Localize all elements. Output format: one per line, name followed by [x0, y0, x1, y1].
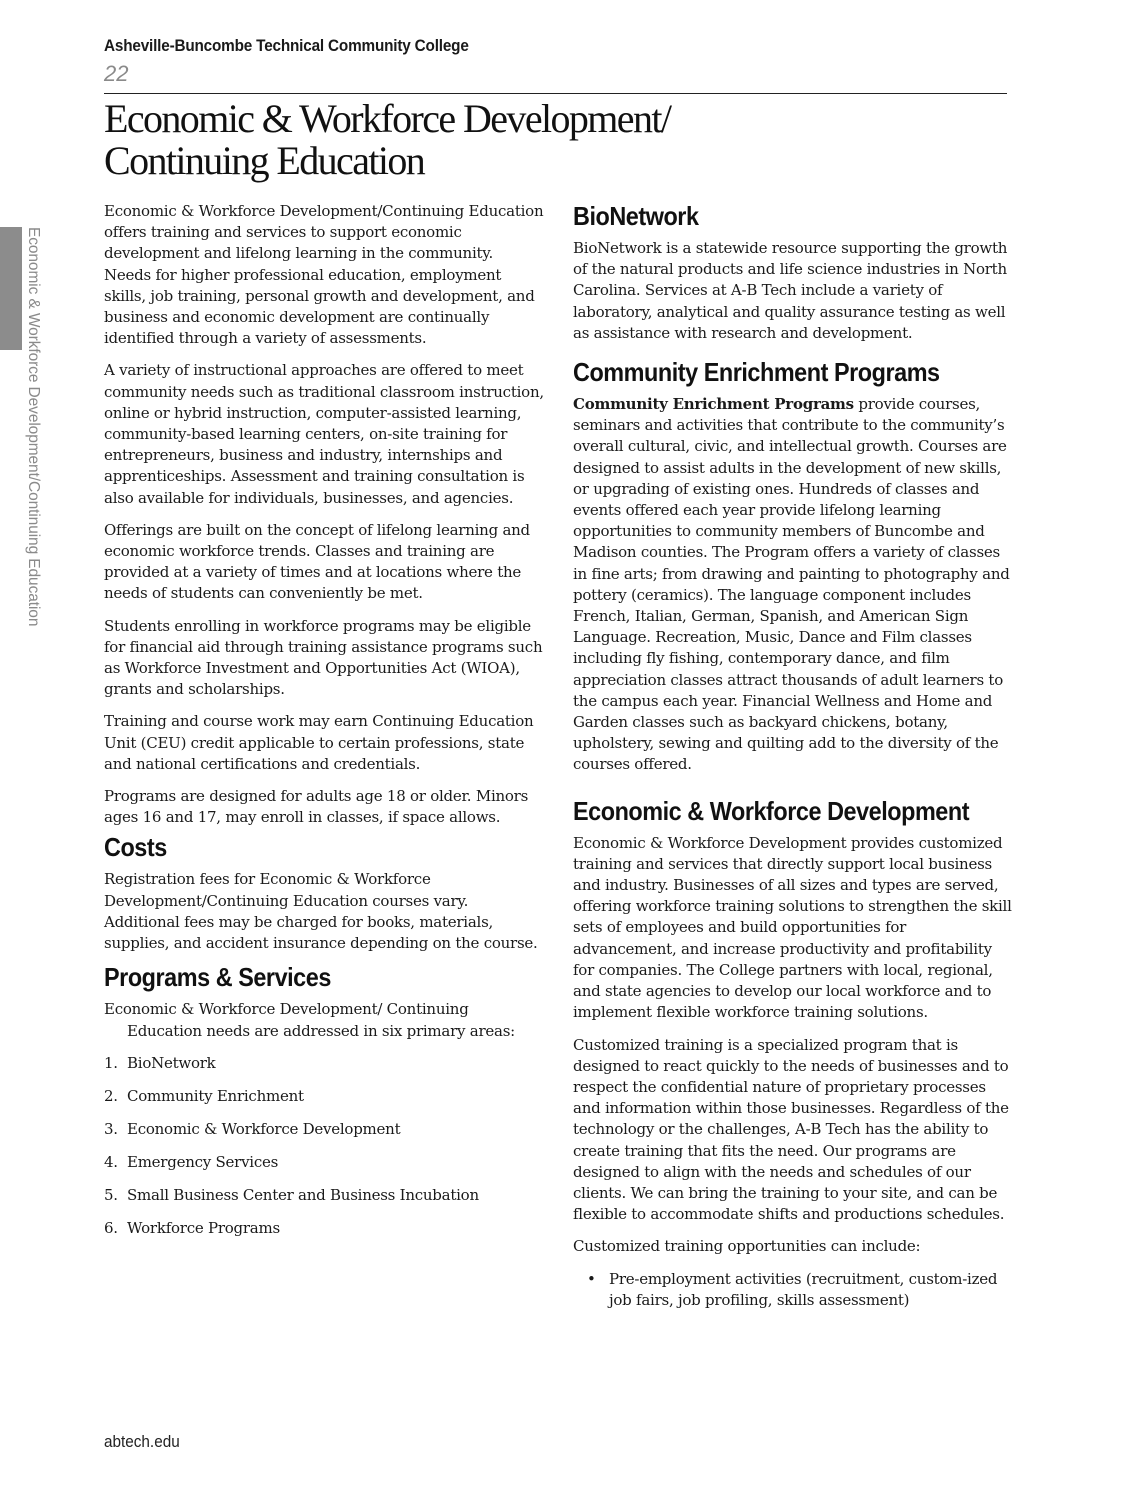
list-item-label: Small Business Center and Business Incubation	[127, 1185, 479, 1204]
page-title	[104, 98, 670, 182]
community-enrichment-text	[573, 394, 1013, 776]
list-item-label: Community Enrichment	[127, 1086, 304, 1105]
community-enrichment-lead: Community Enrichment Programs	[573, 395, 854, 414]
list-item-number: 4.	[104, 1152, 118, 1171]
list-item-number: 6.	[104, 1218, 118, 1237]
costs-heading: Costs	[104, 832, 167, 863]
list-item	[104, 1218, 544, 1239]
bullet-icon: •	[587, 1269, 596, 1288]
list-item-label: Economic & Workforce Development	[127, 1119, 401, 1138]
list-item	[104, 1152, 544, 1173]
training-opportunities-list	[573, 1269, 1013, 1311]
right-column	[573, 201, 1013, 1311]
intro-paragraph: Training and course work may earn Continuing Education Unit (CEU) credit applicable to certain professions, state and national certifications and credentials.	[104, 712, 534, 773]
programs-intro: Economic & Workforce Development/ Continuing Education needs are addressed in six primary areas:	[104, 1000, 515, 1040]
community-enrichment-body: provide courses, seminars and activities that contribute to the community’s overall cultural, civic, and intellectual growth. Courses are designed to assist adults in the development of new skills, or upgrading of existing ones. Hundreds of classes and events offered each year provide lifelong learning opportunities to community members of Buncombe and Madison counties. The Program offers a variety of classes in fine arts; from drawing and painting to photography and pottery (ceramics). The language component includes French, Italian, German, Spanish, and American Sign Language. Recreation, Music, Dance and Film classes including fly fishing, contemporary dance, and film appreciation classes attract thousands of adult learners to the campus each year. Financial Wellness and Home and Garden classes such as backyard chickens, botany, upholstery, sewing and quilting add to the diversity of the courses offered.	[573, 395, 1010, 774]
intro-paragraph: Offerings are built on the concept of lifelong learning and economic workforce trends. Classes and training are provided at a variety of times and at locations where the needs of students can conveniently be met.	[104, 520, 530, 603]
intro-paragraph: Programs are designed for adults age 18 or older. Minors ages 16 and 17, may enroll in classes, if space allows.	[104, 787, 529, 827]
page-title-line-2: Continuing Education	[104, 138, 425, 183]
customized-training-intro: Customized training opportunities can include:	[573, 1237, 921, 1256]
list-item-number: 2.	[104, 1086, 118, 1105]
workforce-development-heading: Economic & Workforce Development	[573, 795, 970, 826]
section-tab	[0, 227, 22, 350]
page-number: 22	[104, 61, 129, 86]
section-tab-label: Economic & Workforce Development/Continuing Education	[25, 227, 42, 627]
list-item-label: Workforce Programs	[127, 1218, 280, 1237]
list-item-number: 5.	[104, 1185, 118, 1204]
bionetwork-heading: BioNetwork	[573, 201, 699, 231]
community-enrichment-heading: Community Enrichment Programs	[573, 357, 940, 388]
college-name: Asheville-Buncombe Technical Community College	[104, 36, 469, 55]
bionetwork-text: BioNetwork is a statewide resource supporting the growth of the natural products and life science industries in North Carolina. Services at A-B Tech include a variety of laboratory, analytical and quality assurance testing as well as assistance with research and development.	[573, 239, 1008, 342]
list-item-label: BioNetwork	[127, 1053, 216, 1072]
list-item-label: Pre-employment activities (recruitment, custom-ized job fairs, job profiling, skills assessment)	[609, 1269, 998, 1309]
list-item-number: 1.	[104, 1053, 118, 1072]
customized-training-text: Customized training is a specialized program that is designed to react quickly to the needs of businesses and to respect the confidential nature of proprietary processes and information within those businesses. Regardless of the technology or the challenges, A-B Tech has the ability to create training that fits the need. Our programs are designed to align with the needs and schedules of our clients. We can bring the training to your site, and can be flexible to accommodate shifts and productions schedules.	[573, 1035, 1009, 1224]
list-item-label: Emergency Services	[127, 1152, 279, 1171]
program-areas-list	[104, 1053, 544, 1239]
page-title-line-1: Economic & Workforce Development/	[104, 96, 671, 141]
intro-paragraph: Students enrolling in workforce programs may be eligible for financial aid through training assistance programs such as Workforce Investment and Opportunities Act (WIOA), grants and scholarships.	[104, 616, 543, 699]
footer-website: abtech.edu	[104, 1432, 180, 1451]
costs-text: Registration fees for Economic & Workforce Development/Continuing Education courses vary. Additional fees may be charged for books, materials, supplies, and accident insurance depending on the course.	[104, 870, 538, 953]
list-item-number: 3.	[104, 1119, 118, 1138]
list-item	[104, 1119, 544, 1140]
intro-paragraph: Economic & Workforce Development/Continuing Education offers training and services to support economic development and lifelong learning in the community. Needs for higher professional education, employment skills, job training, personal growth and development, and business and economic development are continually identified through a variety of assessments.	[104, 202, 544, 348]
intro-paragraph: A variety of instructional approaches are offered to meet community needs such as traditional classroom instruction, online or hybrid instruction, computer-assisted learning, community-based learning centers, on-site training for entrepreneurs, business and industry, internships and apprenticeships. Assessment and training consultation is also available for individuals, businesses, and agencies.	[104, 361, 544, 507]
list-item	[104, 1053, 544, 1074]
list-item	[104, 1185, 544, 1206]
list-item	[587, 1269, 1013, 1311]
list-item	[104, 1086, 544, 1107]
workforce-development-text: Economic & Workforce Development provides customized training and services that directly support local business and industry. Businesses of all sizes and types are served, offering workforce training solutions to strengthen the skill sets of employees and build opportunities for advancement, and increase productivity and profitability for companies. The College partners with local, regional, and state agencies to develop our local workforce and to implement flexible workforce training solutions.	[573, 833, 1012, 1022]
left-column	[104, 201, 544, 1251]
header-divider	[104, 93, 1007, 94]
programs-heading: Programs & Services	[104, 962, 331, 993]
